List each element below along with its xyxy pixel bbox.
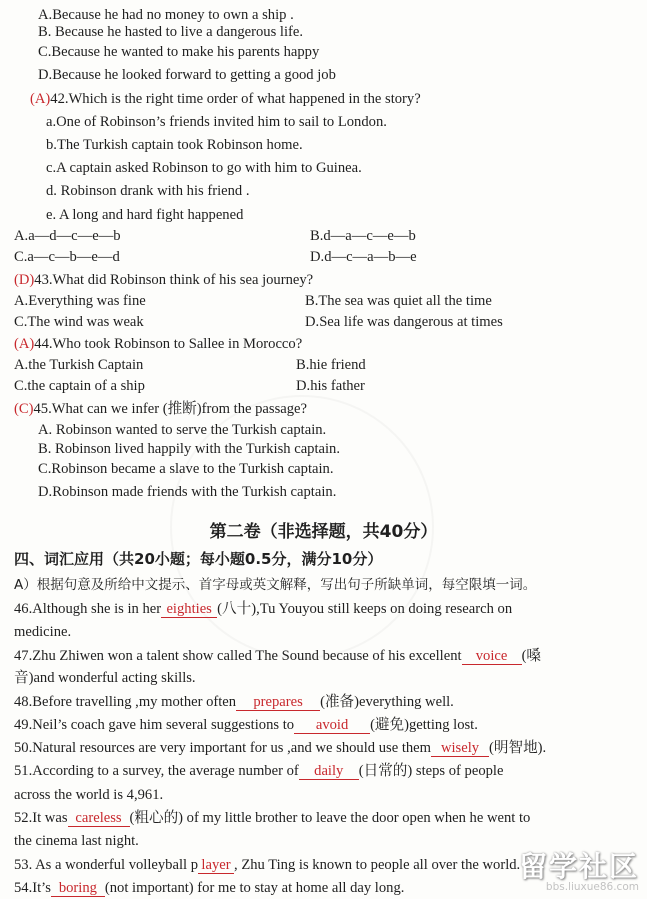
q42-event-a: a.One of Robinson’s friends invited him to sail to London.: [46, 114, 387, 130]
q47-post: (嗓: [521, 648, 542, 664]
q51-line2: across the world is 4,961.: [14, 787, 164, 803]
q47-line2: 音)and wonderful acting skills.: [14, 670, 196, 686]
q41-option-c: C.Because he wanted to make his parents happy: [38, 44, 320, 60]
q47-line1: [14, 647, 541, 665]
q42-question: [30, 90, 421, 108]
q46-line1: [14, 600, 512, 618]
q44-stem: 44.Who took Robinson to Sallee in Morocco?: [34, 336, 303, 352]
q49-pre: 49.Neil’s coach gave him several suggestions to: [14, 717, 295, 733]
q48-post: (准备)everything well.: [320, 694, 454, 710]
q54-post: (not important) for me to stay at home all day long.: [104, 880, 405, 896]
q43-question: [14, 271, 313, 289]
q45-stem: 45.What can we infer (推断)from the passage?: [33, 401, 307, 417]
q46-pre: 46.Although she is in her: [14, 601, 162, 617]
q49-answer-blank: avoid: [294, 718, 370, 734]
q51-pre: 51.According to a survey, the average number of: [14, 763, 299, 779]
q45-question: [14, 400, 307, 418]
q52-line2: the cinema last night.: [14, 833, 139, 849]
q52-line1: [14, 809, 530, 827]
q47-pre: 47.Zhu Zhiwen won a talent show called The Sound because of his excellent: [14, 648, 462, 664]
q44-option-d: D.his father: [296, 378, 365, 394]
q54-answer-blank: boring: [51, 881, 105, 897]
q49-line: [14, 716, 478, 734]
q51-line1: [14, 762, 503, 780]
q54-pre: 54.It’s: [14, 880, 51, 896]
q45-option-b: B. Robinson lived happily with the Turkish captain.: [38, 441, 341, 457]
part2-title: 第二卷（非选择题，共40分）: [209, 522, 438, 542]
section-heading: 四、词汇应用（共20小题；每小题0.5分，满分10分）: [14, 550, 383, 568]
watermark-url: bbs.liuxue86.com: [545, 881, 639, 893]
q42-option-d: D.d—c—a—b—e: [310, 249, 417, 265]
q52-answer-blank: careless: [68, 811, 130, 827]
q49-post: (避免)getting lost.: [370, 717, 478, 733]
q53-post: , Zhu Ting is known to people all over the world.: [234, 857, 521, 873]
q42-event-d: d. Robinson drank with his friend .: [46, 183, 250, 199]
q53-pre: 53. As a wonderful volleyball p: [14, 857, 199, 873]
q48-line: [14, 693, 454, 711]
q41-option-b: B. Because he hasted to live a dangerous life.: [38, 24, 304, 40]
q52-pre: 52.It was: [14, 810, 68, 826]
q44-question: [14, 335, 302, 353]
q42-option-c: C.a—c—b—e—d: [14, 249, 120, 265]
q43-answer: (D): [14, 272, 35, 288]
q45-option-d: D.Robinson made friends with the Turkish captain.: [38, 484, 337, 500]
q52-post: (粗心的) of my little brother to leave the door open when he went to: [129, 810, 531, 826]
q42-event-b: b.The Turkish captain took Robinson home.: [46, 137, 303, 153]
q44-option-a: A.the Turkish Captain: [14, 357, 144, 373]
q42-option-a: A.a—d—c—e—b: [14, 228, 121, 244]
q50-line: [14, 739, 546, 757]
q46-answer-blank: eighties: [161, 602, 217, 618]
section-instruction: A）根据句意及所给中文提示、首字母或英文解释，写出句子所缺单词，每空限填一词。: [14, 577, 537, 593]
q45-option-c: C.Robinson became a slave to the Turkish captain.: [38, 461, 334, 477]
q45-option-a: A. Robinson wanted to serve the Turkish captain.: [38, 422, 327, 438]
q42-stem: 42.Which is the right time order of what happened in the story?: [50, 91, 421, 107]
q50-post: (明智地).: [489, 740, 547, 756]
q41-option-a: A.Because he had no money to own a ship .: [38, 7, 294, 23]
q44-answer: (A): [14, 336, 35, 352]
site-watermark: [519, 852, 639, 893]
q54-line: [14, 879, 404, 897]
q42-option-b: B.d—a—c—e—b: [310, 228, 416, 244]
q53-answer-blank: layer: [198, 858, 234, 874]
q44-option-c: C.the captain of a ship: [14, 378, 145, 394]
q51-post: (日常的) steps of people: [358, 763, 504, 779]
q43-option-c: C.The wind was weak: [14, 314, 144, 330]
q46-line2: medicine.: [14, 624, 72, 640]
q48-answer-blank: prepares: [236, 695, 320, 711]
q53-line: [14, 856, 520, 874]
q43-option-a: A.Everything was fine: [14, 293, 146, 309]
watermark-logo: 留学社区: [518, 850, 639, 883]
q50-answer-blank: wisely: [431, 741, 489, 757]
q44-option-b: B.hie friend: [296, 357, 366, 373]
q47-answer-blank: voice: [462, 649, 522, 665]
q48-pre: 48.Before travelling ,my mother often: [14, 694, 237, 710]
q42-answer: (A): [30, 91, 51, 107]
q41-option-d: D.Because he looked forward to getting a good job: [38, 67, 336, 83]
q42-event-c: c.A captain asked Robinson to go with him to Guinea.: [46, 160, 362, 176]
q51-answer-blank: daily: [299, 764, 359, 780]
q43-stem: 43.What did Robinson think of his sea journey?: [34, 272, 314, 288]
q43-option-d: D.Sea life was dangerous at times: [305, 314, 503, 330]
q42-event-e: e. A long and hard fight happened: [46, 207, 244, 223]
q43-option-b: B.The sea was quiet all the time: [305, 293, 492, 309]
q45-answer: (C): [14, 401, 34, 417]
q46-post: (八十),Tu Youyou still keeps on doing research on: [217, 601, 513, 617]
q50-pre: 50.Natural resources are very important for us ,and we should use them: [14, 740, 432, 756]
